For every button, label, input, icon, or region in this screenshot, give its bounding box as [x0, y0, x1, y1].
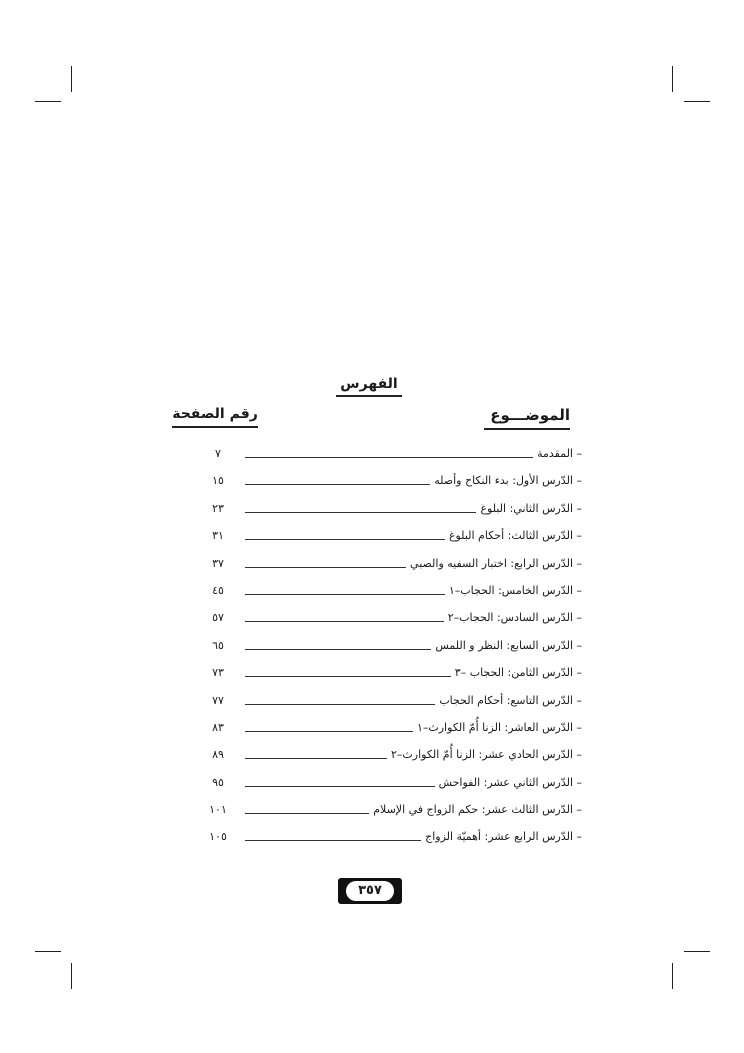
toc-entry-page: ٦٥: [212, 638, 224, 652]
toc-entry: [0, 607, 744, 634]
toc-entry-page: ٨٣: [212, 720, 224, 734]
toc-entry-title: – الدّرس السابع: النظر و اللمس: [431, 639, 582, 652]
toc-entry-title: – الدّرس العاشر: الزنا أُمّ الكوارث–١: [413, 721, 582, 734]
crop-mark: [672, 963, 673, 989]
toc-entry-title: – الدّرس الثالث: أحكام البلوغ: [445, 529, 582, 542]
toc-entry: [0, 826, 744, 853]
crop-mark: [684, 951, 710, 952]
crop-mark: [672, 66, 673, 92]
toc-entry-page: ٨٩: [212, 748, 224, 762]
toc-entry: [0, 799, 744, 826]
toc-entry: [0, 772, 744, 799]
toc-entry-page: ٣١: [212, 529, 224, 543]
crop-mark: [35, 101, 61, 102]
toc-entry: [0, 443, 744, 470]
toc-entry-title: – الدّرس الرابع: اختبار السفيه والصبي: [406, 557, 582, 570]
table-of-contents: [0, 443, 744, 854]
toc-entry-title: – الدّرس الأول: بدء النكاح وأصله: [430, 474, 582, 487]
page-column-header: رقم الصفحة: [172, 406, 258, 428]
toc-entry-title: – الدّرس الحادي عشر: الزنا أُمّ الكوارث–٢: [387, 748, 582, 761]
toc-entry-page: ٧٧: [212, 693, 224, 707]
toc-entry-title: – الدّرس الثالث عشر: حكم الزواج في الإسلام: [369, 803, 582, 816]
toc-entry-title: – الدّرس التاسع: أحكام الحجاب: [435, 694, 582, 707]
toc-entry-page: ٣٧: [212, 556, 224, 570]
toc-entry: [0, 635, 744, 662]
toc-entry-page: ٩٥: [212, 775, 224, 789]
crop-mark: [35, 951, 61, 952]
page-title: الفهرس: [336, 376, 402, 397]
toc-entry-title: – الدّرس الثاني: البلوغ: [476, 502, 582, 515]
toc-entry: [0, 498, 744, 525]
leader-line: [245, 457, 578, 458]
toc-entry-page: ٧: [215, 447, 221, 460]
page-number-badge: [338, 878, 402, 904]
toc-entry: [0, 525, 744, 552]
toc-entry: [0, 553, 744, 580]
topic-column-header: الموضـــوع: [484, 406, 570, 430]
toc-entry-title: – الدّرس الخامس: الحجاب–١: [445, 584, 582, 597]
toc-entry-page: ٧٣: [212, 666, 224, 680]
toc-entry-title: – الدّرس الثامن: الحجاب –٣: [451, 666, 582, 679]
toc-entry: [0, 662, 744, 689]
toc-entry-page: ١٠١: [209, 803, 227, 817]
page-number: ٣٥٧: [346, 881, 394, 901]
toc-entry-title: – المقدمة: [533, 447, 582, 460]
toc-entry-page: ١٥: [212, 474, 224, 488]
toc-entry-title: – الدّرس الثاني عشر: الفواحش: [435, 776, 582, 789]
toc-entry: [0, 690, 744, 717]
toc-entry: [0, 717, 744, 744]
crop-mark: [684, 101, 710, 102]
crop-mark: [71, 963, 72, 989]
toc-entry-page: ٥٧: [212, 611, 224, 625]
toc-entry: [0, 580, 744, 607]
toc-entry-page: ٢٣: [212, 501, 224, 515]
toc-entry-page: ١٠٥: [209, 830, 227, 844]
toc-entry: [0, 470, 744, 497]
crop-mark: [71, 66, 72, 92]
toc-entry-title: – الدّرس الرابع عشر: أهميّة الزواج: [421, 830, 582, 843]
toc-entry: [0, 744, 744, 771]
toc-entry-title: – الدّرس السادس: الحجاب–٢: [444, 611, 582, 624]
toc-entry-page: ٤٥: [212, 583, 224, 597]
